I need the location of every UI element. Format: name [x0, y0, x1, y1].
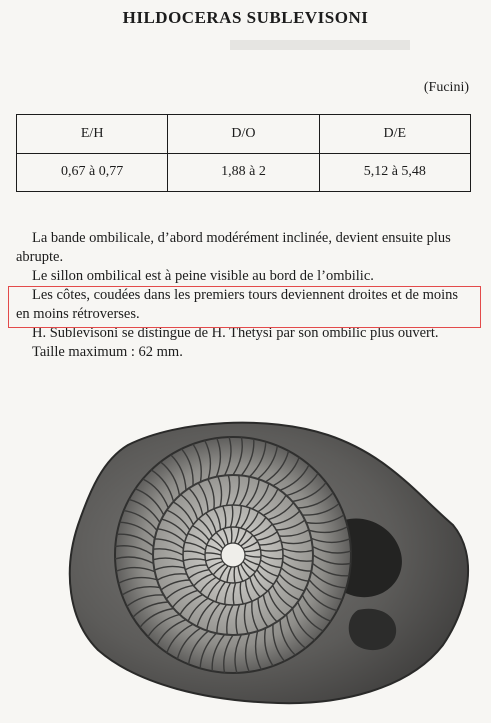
table-cell: 0,67 à 0,77 [17, 153, 168, 192]
paragraph: Taille maximum : 62 mm. [32, 344, 183, 360]
show-through-shadow [230, 40, 410, 50]
table-cell: 5,12 à 5,48 [319, 153, 470, 192]
paragraph-highlighted: Les côtes, coudées dans les premiers tours deviennent droites et de moins en moins rétroverses. [16, 287, 459, 322]
measurements-table [16, 114, 471, 192]
umbilicus [221, 543, 245, 567]
paragraph: Le sillon ombilical est à peine visible au bord de l’ombilic. [32, 268, 374, 284]
table-row [17, 153, 471, 192]
table-header-row [17, 115, 471, 154]
species-author: (Fucini) [423, 80, 469, 95]
table-header-cell: E/H [17, 115, 168, 154]
paragraph: H. Sublevisoni se distingue de H. Thetysi par son ombilic plus ouvert. [32, 325, 439, 341]
table-header-cell: D/O [168, 115, 319, 154]
ammonite-fossil-image [58, 405, 478, 711]
table-cell: 1,88 à 2 [168, 153, 319, 192]
table-header-cell: D/E [319, 115, 470, 154]
description-text [16, 229, 474, 362]
paragraph: La bande ombilicale, d’abord modérément inclinée, devient ensuite plus abrupte. [16, 230, 451, 265]
page-title: HILDOCERAS SUBLEVISONI [122, 8, 369, 27]
